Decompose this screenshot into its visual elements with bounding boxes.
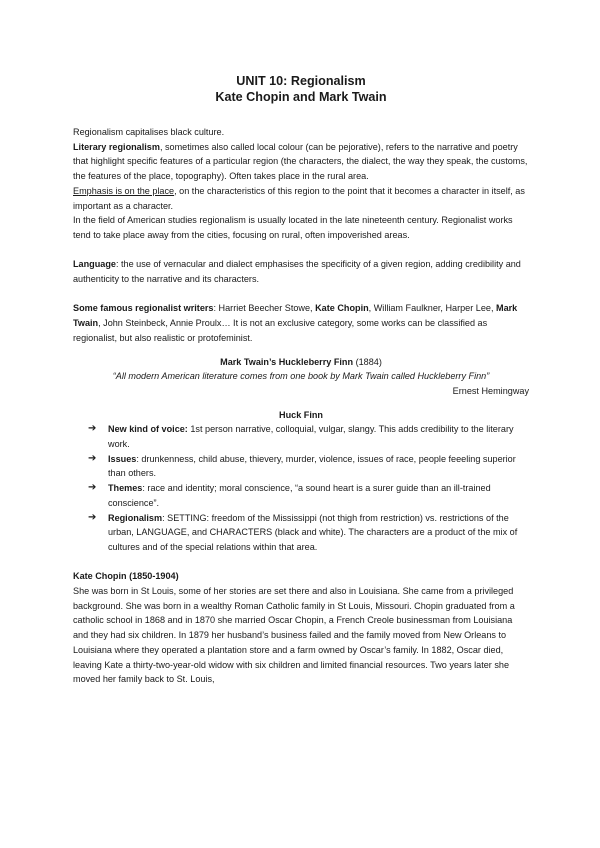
quote-author: Ernest Hemingway — [452, 385, 529, 396]
document-content — [73, 73, 529, 687]
list-item — [73, 511, 529, 555]
list-item-text: 1st person narrative, colloquial, vulgar, slangy. This adds credibility to the literary work. — [108, 424, 514, 450]
list-item-term: Themes — [108, 483, 143, 494]
kate-chopin-heading: Kate Chopin (1850-1904) — [73, 571, 179, 582]
intro-line: Regionalism capitalises black culture. — [73, 127, 225, 137]
list-item-text: : drunkenness, child abuse, thievery, murder, violence, issues of race, people feeeling superior than others. — [108, 453, 516, 479]
huck-finn-list — [73, 422, 529, 554]
unit-subtitle: Kate Chopin and Mark Twain — [215, 90, 387, 104]
list-item-term: Issues — [108, 453, 137, 464]
unit-title: UNIT 10: Regionalism — [236, 74, 366, 88]
arrow-right-icon: ➔ — [88, 452, 97, 464]
writers-term: Some famous regionalist writers — [73, 303, 214, 314]
list-item — [73, 481, 529, 510]
arrow-right-icon: ➔ — [88, 482, 97, 494]
list-item-term: New kind of voice: — [108, 424, 188, 435]
list-item — [73, 452, 529, 481]
language-paragraph — [73, 257, 529, 286]
writer-kate-chopin: Kate Chopin — [315, 303, 369, 314]
hemingway-quote: “All modern American literature comes from one book by Mark Twain called Huckleberry Finn” — [112, 371, 490, 382]
list-item — [73, 422, 529, 451]
literary-regionalism-text: , sometimes also called local colour (can be pejorative), refers to the narrative and poetry that highlight specific features of a particular region (the characters, the dialect, the way they speak, the customs, the features of the place, topography). Often takes place in the rural area. — [73, 141, 528, 182]
huck-finn-heading: Huck Finn — [279, 409, 323, 420]
language-text: : the use of vernacular and dialect emphasises the specificity of a given region, adding credibility and authenticity to the narrative and its characters. — [73, 259, 521, 285]
literary-regionalism-paragraph — [73, 140, 529, 184]
huck-finn-book-heading — [73, 355, 529, 370]
arrow-right-icon: ➔ — [88, 511, 97, 523]
list-item-text: : SETTING: freedom of the Mississippi (not thigh from restriction) vs. restrictions of the urban, LANGUAGE, and CHARACTERS (black and white). The characters are a product of the mix of cultures and of the special relations within that area. — [108, 512, 518, 552]
huck-finn-book-year: (1884) — [353, 356, 382, 367]
writers-text-2: , William Faulkner, Harper Lee, — [368, 303, 497, 314]
list-item-term: Regionalism — [108, 512, 163, 523]
arrow-right-icon: ➔ — [88, 423, 97, 435]
literary-regionalism-term: Literary regionalism — [73, 141, 160, 152]
writers-paragraph — [73, 301, 529, 345]
writers-text-3: , John Steinbeck, Annie Proulx… It is not an exclusive category, some works can be classified as regionalist, but also realistic or protofeminist. — [73, 318, 488, 343]
emphasis-text: , on the characteristics of this region to the point that it becomes a character in itself, as important as a character. — [73, 185, 525, 211]
writers-text-1: : Harriet Beecher Stowe, — [213, 303, 316, 314]
huck-finn-book-title: Mark Twain’s Huckleberry Finn — [220, 356, 354, 367]
american-studies-paragraph: In the field of American studies regionalism is usually located in the late nineteenth century. Regionalist works tend to take place away from the cities, focusing on rural, often impoverished areas. — [73, 215, 513, 240]
list-item-text: : race and identity; moral conscience, “a sound heart is a surer guide than an ill-trained conscience”. — [108, 483, 491, 508]
kate-chopin-biography: She was born in St Louis, some of her stories are set there and also in Louisiana. She came from a privileged background. She was born in a wealthy Roman Catholic family in St Louis, Missouri. Chopin graduated from a catholic school in 1868 and in 1870 she married Oscar Chopin, a French Creole businessman from Louisiana and they had six children. In 1879 her husband’s business failed and the family moved from New Orleans to Louisiana where they operated a plantation store and a farm owned by Oscar’s family. In 1882, Oscar died, leaving Kate a thirty-two-year-old widow with six children and limited financial resources. Two years later she moved her family back to St. Louis, — [73, 586, 515, 685]
writer-mark-twain: Mark Twain — [73, 303, 518, 329]
emphasis-underlined: Emphasis is on the place — [73, 185, 175, 196]
title-block — [73, 73, 529, 105]
emphasis-paragraph — [73, 184, 529, 213]
language-term: Language — [73, 259, 116, 270]
